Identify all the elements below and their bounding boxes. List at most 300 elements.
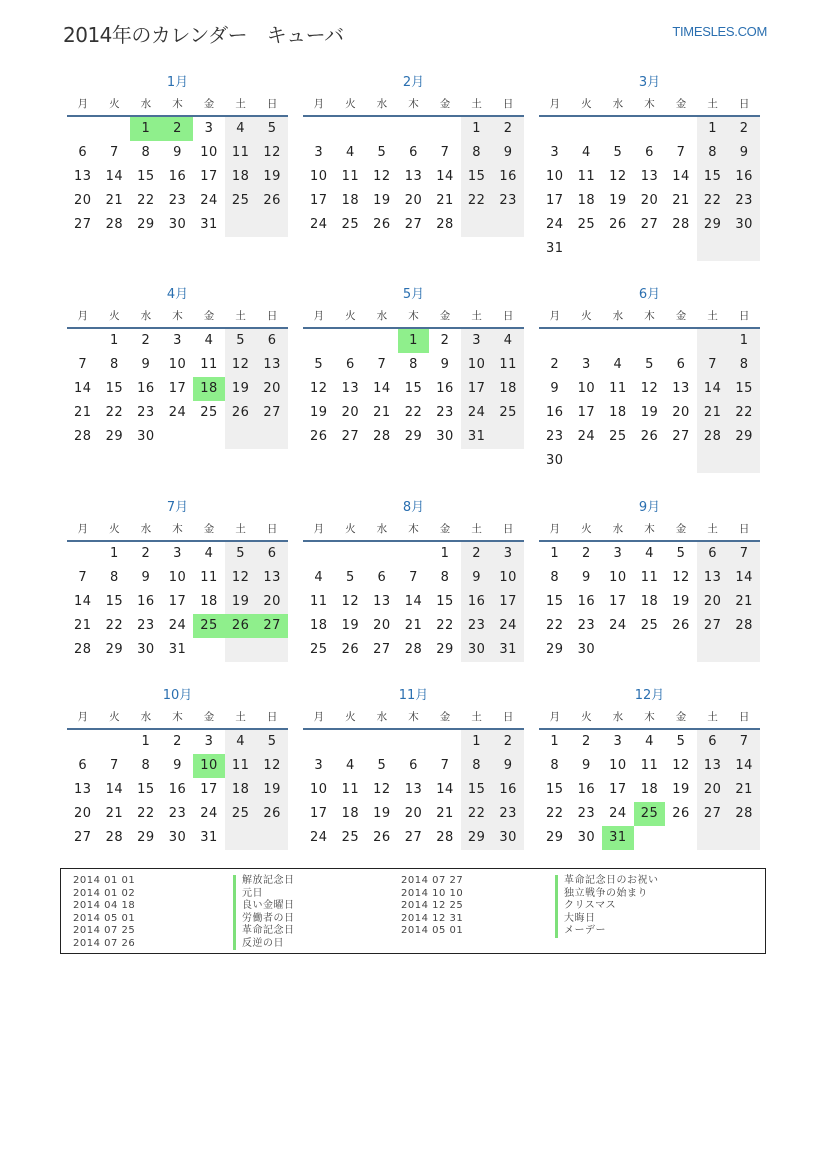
day-cell: 20	[404, 806, 423, 821]
day-cell: 1	[440, 546, 450, 561]
day-cell: 27	[341, 429, 360, 444]
day-cell: 23	[137, 405, 155, 420]
day-cell: 22	[461, 189, 493, 213]
weekday-header	[539, 518, 760, 542]
empty-day-cell	[492, 425, 524, 449]
day-cell: 12	[672, 758, 690, 773]
empty-day-cell	[67, 329, 99, 353]
weekday-label: 火	[345, 310, 356, 322]
day-cell: 11	[200, 357, 218, 372]
weekday-label: 水	[612, 523, 624, 535]
weekday-label: 木	[172, 310, 183, 322]
day-cell: 19	[225, 590, 257, 614]
day-cell: 19	[256, 778, 288, 802]
day-cell: 28	[74, 429, 92, 444]
day-cell: 5	[377, 145, 387, 160]
day-cell: 30	[168, 217, 187, 232]
day-cell: 22	[728, 401, 760, 425]
day-cell: 16	[137, 381, 155, 396]
day-cell: 15	[137, 169, 155, 184]
month-calendar	[67, 285, 288, 449]
day-cell: 25	[310, 642, 328, 657]
day-cell: 30	[137, 429, 155, 444]
day-cell: 1	[697, 117, 729, 141]
day-cell: 13	[697, 754, 729, 778]
day-cell: 18	[341, 806, 360, 821]
empty-day-cell	[634, 638, 666, 662]
month-calendar	[539, 73, 760, 261]
day-cell: 1	[461, 730, 493, 754]
day-cell: 28	[728, 802, 760, 826]
day-cell: 27	[74, 830, 92, 845]
empty-day-cell	[303, 329, 335, 353]
day-cell: 3	[173, 333, 182, 348]
weekday-label: 日	[266, 523, 278, 535]
empty-day-cell	[303, 730, 335, 754]
day-cell: 2	[581, 734, 591, 749]
day-cell: 30	[728, 213, 760, 237]
weekday-label: 金	[439, 523, 451, 535]
day-cell: 21	[373, 405, 391, 420]
weekday-label: 月	[77, 523, 89, 535]
day-cell: 10	[310, 782, 328, 797]
day-cell: 22	[137, 806, 155, 821]
month-calendar	[539, 686, 760, 850]
day-cell: 31	[546, 241, 564, 256]
month-days	[303, 730, 524, 850]
day-cell: 16	[492, 165, 524, 189]
day-cell: 21	[105, 193, 124, 208]
empty-day-cell	[602, 449, 634, 473]
day-cell: 17	[546, 193, 564, 208]
empty-day-cell	[697, 237, 729, 261]
day-cell: 23	[577, 618, 596, 633]
day-cell: 30	[436, 429, 454, 444]
day-cell: 14	[373, 381, 391, 396]
month-calendar	[67, 498, 288, 662]
weekday-label: 水	[612, 711, 624, 723]
month-days	[303, 117, 524, 237]
day-cell: 27	[373, 642, 391, 657]
month-title: 11月	[398, 688, 429, 703]
day-cell: 9	[492, 141, 524, 165]
day-cell: 20	[256, 590, 288, 614]
day-cell: 26	[256, 802, 288, 826]
weekday-label: 日	[266, 310, 278, 322]
weekday-label: 木	[172, 98, 183, 110]
day-cell: 18	[609, 405, 627, 420]
day-cell: 12	[672, 570, 690, 585]
day-cell: 9	[173, 758, 182, 773]
day-cell: 1	[728, 329, 760, 353]
site-logo[interactable]: TIMESLES.COM	[672, 24, 767, 39]
day-cell: 14	[74, 594, 92, 609]
day-cell: 7	[409, 570, 418, 585]
day-cell: 11	[341, 169, 360, 184]
empty-day-cell	[67, 117, 99, 141]
day-cell: 24	[310, 830, 328, 845]
day-cell: 9	[581, 758, 591, 773]
day-cell: 15	[461, 778, 493, 802]
day-cell: 1	[550, 546, 560, 561]
day-cell: 3	[204, 121, 214, 136]
empty-day-cell	[634, 329, 666, 353]
weekday-label: 金	[675, 310, 687, 322]
day-cell: 22	[404, 405, 423, 420]
weekday-label: 土	[235, 310, 246, 322]
day-cell: 7	[109, 145, 119, 160]
day-cell: 25	[492, 401, 524, 425]
weekday-label: 火	[345, 98, 356, 110]
month-days	[67, 329, 288, 449]
month-calendar	[539, 498, 760, 662]
day-cell: 24	[577, 429, 596, 444]
empty-day-cell	[571, 117, 603, 141]
day-cell: 5	[613, 145, 623, 160]
day-cell: 19	[341, 618, 360, 633]
day-cell: 26	[609, 217, 627, 232]
day-cell: 3	[204, 734, 214, 749]
weekday-label: 日	[266, 711, 278, 723]
day-cell: 19	[373, 806, 391, 821]
day-cell: 8	[550, 570, 560, 585]
day-cell: 26	[310, 429, 328, 444]
day-cell: 11	[640, 758, 659, 773]
weekday-label: 水	[140, 711, 152, 723]
weekday-label: 火	[581, 310, 592, 322]
empty-day-cell	[429, 117, 461, 141]
day-cell: 25	[225, 802, 257, 826]
empty-day-cell	[335, 730, 367, 754]
weekday-label: 土	[471, 711, 482, 723]
day-cell: 20	[404, 193, 423, 208]
empty-day-cell	[697, 638, 729, 662]
day-cell: 10	[609, 570, 627, 585]
day-cell: 21	[105, 806, 124, 821]
day-cell: 19	[609, 193, 627, 208]
day-cell: 23	[461, 614, 493, 638]
day-cell: 3	[613, 734, 623, 749]
empty-day-cell	[728, 638, 760, 662]
weekday-header	[67, 305, 288, 329]
day-cell: 9	[141, 570, 151, 585]
day-cell: 13	[256, 353, 288, 377]
day-cell: 3	[461, 329, 493, 353]
weekday-label: 水	[376, 310, 388, 322]
legend-holiday-name: 良い金曜日	[233, 900, 295, 913]
day-cell: 17	[492, 590, 524, 614]
day-cell: 14	[105, 169, 124, 184]
weekday-label: 土	[707, 310, 718, 322]
weekday-header	[303, 305, 524, 329]
holiday-day-cell: 26	[225, 614, 257, 638]
day-cell: 1	[109, 546, 119, 561]
weekday-label: 木	[172, 711, 183, 723]
day-cell: 24	[546, 217, 564, 232]
holiday-legend	[60, 868, 766, 954]
day-cell: 12	[640, 381, 659, 396]
weekday-label: 月	[313, 523, 325, 535]
empty-day-cell	[665, 329, 697, 353]
day-cell: 11	[492, 353, 524, 377]
weekday-header	[539, 305, 760, 329]
day-cell: 26	[256, 189, 288, 213]
day-cell: 7	[440, 758, 450, 773]
legend-names-right	[555, 875, 659, 938]
weekday-label: 月	[313, 310, 325, 322]
empty-day-cell	[728, 449, 760, 473]
day-cell: 21	[436, 193, 454, 208]
day-cell: 23	[492, 189, 524, 213]
day-cell: 25	[225, 189, 257, 213]
empty-day-cell	[634, 237, 666, 261]
legend-names-left	[233, 875, 295, 950]
day-cell: 18	[577, 193, 596, 208]
day-cell: 18	[225, 165, 257, 189]
day-cell: 31	[461, 425, 493, 449]
day-cell: 17	[200, 169, 218, 184]
month-days	[539, 329, 760, 473]
weekday-label: 水	[376, 523, 388, 535]
day-cell: 18	[640, 594, 659, 609]
day-cell: 5	[676, 734, 686, 749]
day-cell: 6	[78, 145, 88, 160]
empty-day-cell	[366, 329, 398, 353]
weekday-label: 日	[738, 310, 750, 322]
month-days	[67, 542, 288, 662]
day-cell: 9	[440, 357, 450, 372]
day-cell: 4	[581, 145, 591, 160]
empty-day-cell	[634, 449, 666, 473]
day-cell: 4	[345, 145, 355, 160]
weekday-label: 火	[581, 523, 592, 535]
day-cell: 10	[310, 169, 328, 184]
day-cell: 10	[168, 570, 187, 585]
day-cell: 15	[105, 594, 124, 609]
legend-date: 2014 01 01	[73, 875, 136, 886]
day-cell: 6	[676, 357, 686, 372]
day-cell: 12	[373, 169, 391, 184]
weekday-label: 土	[707, 98, 718, 110]
month-title: 10月	[162, 688, 193, 703]
empty-day-cell	[539, 329, 571, 353]
day-cell: 11	[310, 594, 328, 609]
day-cell: 21	[697, 401, 729, 425]
day-cell: 19	[256, 165, 288, 189]
day-cell: 4	[645, 546, 654, 561]
day-cell: 17	[168, 381, 187, 396]
day-cell: 18	[341, 193, 360, 208]
day-cell: 25	[200, 405, 218, 420]
empty-day-cell	[366, 542, 398, 566]
weekday-label: 火	[109, 711, 120, 723]
day-cell: 5	[225, 542, 257, 566]
legend-date: 2014 07 26	[73, 937, 136, 949]
weekday-label: 木	[172, 523, 183, 535]
day-cell: 8	[409, 357, 418, 372]
empty-day-cell	[697, 826, 729, 850]
day-cell: 7	[109, 758, 119, 773]
weekday-label: 土	[471, 98, 482, 110]
day-cell: 11	[341, 782, 360, 797]
legend-date: 2014 12 25	[401, 900, 464, 911]
day-cell: 30	[168, 830, 187, 845]
day-cell: 13	[672, 381, 690, 396]
day-cell: 9	[492, 754, 524, 778]
empty-day-cell	[602, 638, 634, 662]
day-cell: 13	[640, 169, 659, 184]
day-cell: 24	[168, 405, 187, 420]
day-cell: 14	[728, 566, 760, 590]
day-cell: 12	[225, 353, 257, 377]
day-cell: 29	[461, 826, 493, 850]
day-cell: 17	[168, 594, 187, 609]
month-calendar	[539, 285, 760, 473]
day-cell: 23	[168, 193, 187, 208]
weekday-header	[67, 706, 288, 730]
weekday-label: 木	[408, 711, 419, 723]
weekday-label: 月	[549, 711, 561, 723]
day-cell: 25	[609, 429, 627, 444]
day-cell: 22	[105, 618, 124, 633]
day-cell: 28	[436, 830, 454, 845]
month-days	[67, 730, 288, 850]
weekday-label: 月	[549, 98, 561, 110]
legend-date: 2014 10 10	[401, 887, 464, 899]
day-cell: 14	[728, 754, 760, 778]
holiday-day-cell: 1	[130, 117, 162, 141]
day-cell: 24	[461, 401, 493, 425]
day-cell: 8	[461, 754, 493, 778]
day-cell: 27	[74, 217, 92, 232]
day-cell: 6	[377, 570, 387, 585]
day-cell: 22	[546, 618, 564, 633]
day-cell: 11	[609, 381, 627, 396]
day-cell: 22	[546, 806, 564, 821]
day-cell: 9	[461, 566, 493, 590]
day-cell: 3	[550, 145, 560, 160]
day-cell: 6	[697, 730, 729, 754]
weekday-label: 日	[266, 98, 278, 110]
weekday-label: 金	[203, 523, 215, 535]
day-cell: 29	[105, 429, 124, 444]
day-cell: 16	[137, 594, 155, 609]
weekday-header	[67, 93, 288, 117]
day-cell: 10	[577, 381, 596, 396]
legend-holiday-name: 解放記念日	[233, 875, 295, 888]
day-cell: 29	[728, 425, 760, 449]
day-cell: 2	[173, 734, 182, 749]
day-cell: 22	[697, 189, 729, 213]
legend-dates-right	[401, 875, 463, 938]
day-cell: 19	[672, 594, 690, 609]
day-cell: 16	[436, 381, 454, 396]
day-cell: 2	[141, 333, 151, 348]
day-cell: 2	[550, 357, 560, 372]
day-cell: 4	[345, 758, 355, 773]
day-cell: 3	[314, 145, 324, 160]
day-cell: 20	[672, 405, 690, 420]
day-cell: 6	[645, 145, 654, 160]
day-cell: 5	[256, 730, 288, 754]
empty-day-cell	[571, 449, 603, 473]
day-cell: 18	[225, 778, 257, 802]
day-cell: 16	[577, 782, 596, 797]
empty-day-cell	[99, 730, 131, 754]
day-cell: 29	[546, 830, 564, 845]
day-cell: 18	[310, 618, 328, 633]
day-cell: 21	[74, 405, 92, 420]
weekday-label: 金	[439, 98, 451, 110]
day-cell: 27	[697, 802, 729, 826]
day-cell: 19	[225, 377, 257, 401]
day-cell: 22	[105, 405, 124, 420]
legend-date: 2014 05 01	[401, 925, 464, 936]
empty-day-cell	[634, 826, 666, 850]
empty-day-cell	[67, 542, 99, 566]
legend-date: 2014 04 18	[73, 900, 136, 911]
month-title: 7月	[166, 500, 189, 515]
legend-date: 2014 05 01	[73, 912, 136, 924]
day-cell: 13	[74, 169, 92, 184]
empty-day-cell	[634, 117, 666, 141]
day-cell: 18	[640, 782, 659, 797]
day-cell: 1	[109, 333, 119, 348]
day-cell: 16	[461, 590, 493, 614]
day-cell: 7	[697, 353, 729, 377]
empty-day-cell	[256, 638, 288, 662]
day-cell: 15	[404, 381, 423, 396]
legend-date: 2014 07 25	[73, 925, 136, 936]
empty-day-cell	[665, 826, 697, 850]
day-cell: 1	[461, 117, 493, 141]
weekday-label: 木	[644, 310, 655, 322]
legend-holiday-name: メーデー	[555, 925, 659, 938]
day-cell: 6	[409, 145, 418, 160]
empty-day-cell	[366, 730, 398, 754]
day-cell: 13	[74, 782, 92, 797]
day-cell: 13	[256, 566, 288, 590]
weekday-label: 日	[502, 310, 514, 322]
weekday-label: 月	[77, 711, 89, 723]
day-cell: 16	[728, 165, 760, 189]
empty-day-cell	[303, 542, 335, 566]
day-cell: 25	[577, 217, 596, 232]
day-cell: 31	[168, 642, 187, 657]
day-cell: 27	[672, 429, 690, 444]
day-cell: 7	[440, 145, 450, 160]
empty-day-cell	[728, 826, 760, 850]
weekday-header	[303, 93, 524, 117]
weekday-label: 木	[644, 523, 655, 535]
empty-day-cell	[429, 730, 461, 754]
day-cell: 29	[137, 217, 155, 232]
weekday-label: 水	[376, 98, 388, 110]
weekday-label: 月	[313, 98, 325, 110]
day-cell: 6	[256, 542, 288, 566]
day-cell: 12	[609, 169, 627, 184]
day-cell: 7	[728, 542, 760, 566]
weekday-label: 日	[738, 523, 750, 535]
month-title: 9月	[638, 500, 661, 515]
day-cell: 27	[256, 401, 288, 425]
day-cell: 29	[105, 642, 124, 657]
day-cell: 23	[577, 806, 596, 821]
weekday-label: 日	[502, 523, 514, 535]
day-cell: 16	[546, 405, 564, 420]
day-cell: 26	[341, 642, 360, 657]
legend-holiday-name: 大晦日	[555, 913, 659, 926]
